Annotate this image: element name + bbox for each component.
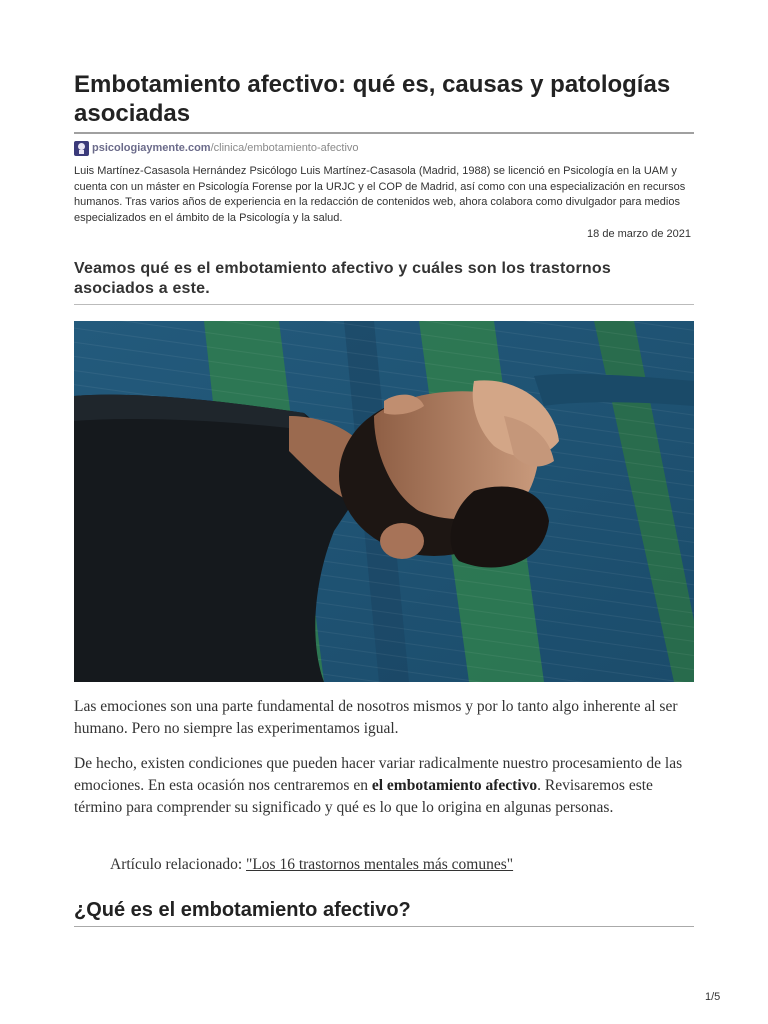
- subtitle-divider: [74, 304, 694, 305]
- site-logo-icon: [74, 141, 89, 156]
- source-line: [74, 139, 359, 157]
- article-photo: [74, 321, 694, 682]
- section-heading: ¿Qué es el embotamiento afectivo?: [74, 899, 411, 921]
- related-article: [110, 854, 694, 876]
- related-label: Artículo relacionado:: [110, 856, 247, 873]
- author-bio: Luis Martínez-Casasola Hernández Psicólogo Luis Martínez-Casasola (Madrid, 1988) se licenció en Psicología en la UAM y cuenta con un máster en Psicología Forense por la URJC y el COP de Madrid, así como con una especialización en recursos humanos. Tras varios años de experiencia en la redacción de contenidos web, ahora colabora como divulgador para medios especializados en el ámbito de la Psicología y la salud.: [74, 165, 686, 224]
- paragraph-focus: [74, 753, 694, 819]
- source-link[interactable]: [92, 142, 359, 154]
- source-path: /clinica/embotamiento-afectivo: [210, 142, 359, 154]
- article-subtitle: Veamos qué es el embotamiento afectivo y cuáles son los trastornos asociados a este.: [74, 260, 611, 297]
- paragraph-focus-bold: el embotamiento afectivo: [371, 777, 538, 794]
- article-title: Embotamiento afectivo: qué es, causas y patologías asociadas: [74, 71, 671, 127]
- page-number: 1/5: [705, 991, 721, 1003]
- related-article-link[interactable]: "Los 16 trastornos mentales más comunes": [246, 856, 514, 873]
- paragraph-focus-start: De hecho, existen condiciones que pueden hacer variar radicalmente nuestro procesamiento de las emociones. En esta ocasión nos centraremos en: [74, 755, 683, 794]
- section-divider: [74, 926, 694, 927]
- source-domain: psicologiaymente.com: [92, 142, 211, 154]
- photo-illustration: [74, 321, 694, 682]
- paragraph-intro: Las emociones son una parte fundamental de nosotros mismos y por lo tanto algo inherente al ser humano. Pero no siempre las experimentamos igual.: [74, 698, 678, 737]
- paragraph-focus-end: . Revisaremos este término para comprender su significado y qué es lo que lo origina en algunas personas.: [74, 777, 653, 816]
- title-divider: [74, 132, 694, 134]
- publish-date: 18 de marzo de 2021: [587, 228, 691, 240]
